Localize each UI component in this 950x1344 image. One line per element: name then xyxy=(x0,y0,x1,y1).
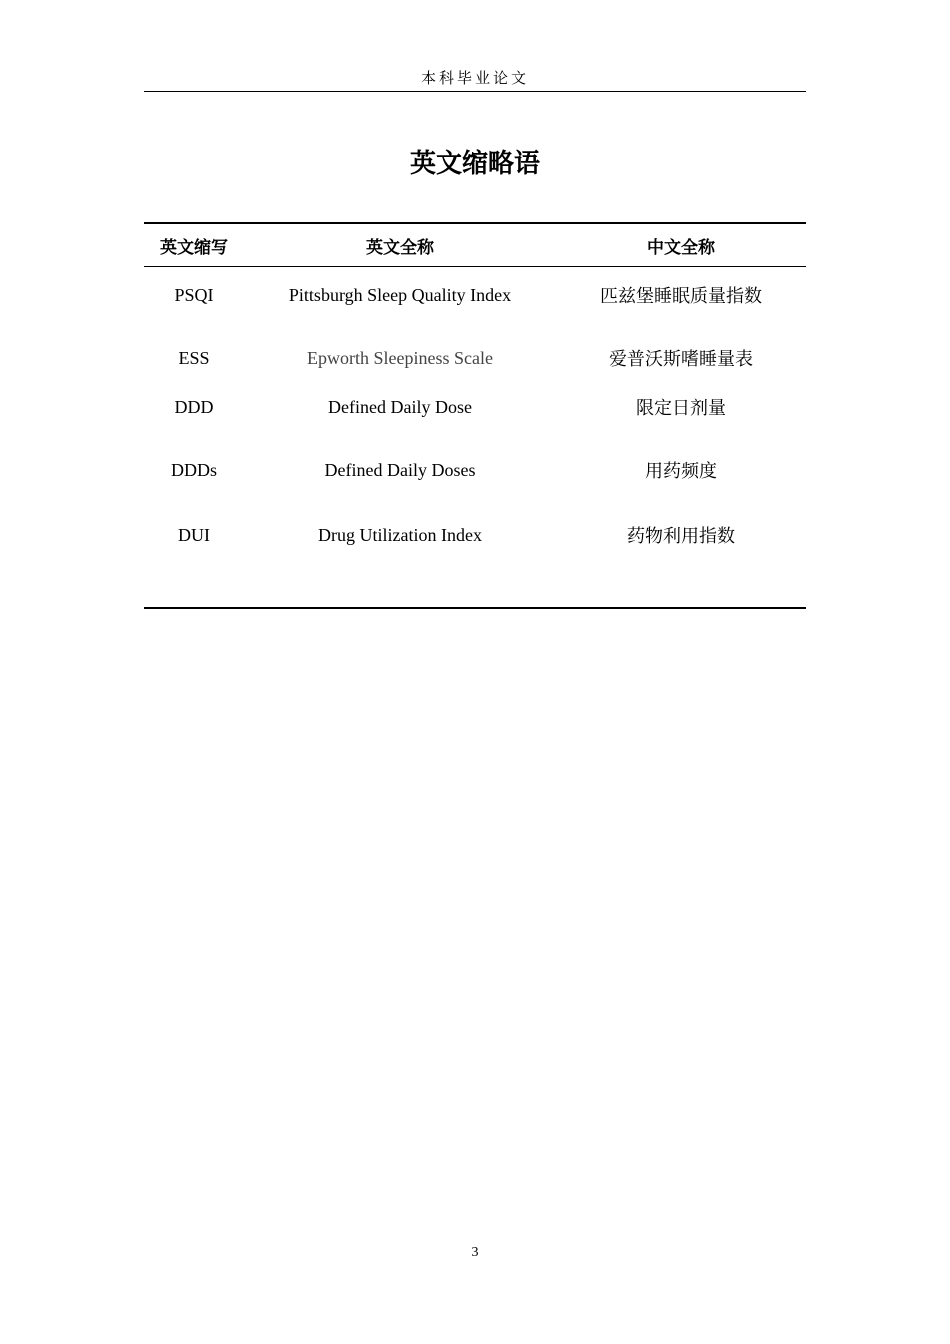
english-name-cell: Defined Daily Doses xyxy=(324,459,476,480)
chinese-name-cell: 限定日剂量 xyxy=(636,398,726,419)
header-english-full-name: 英文全称 xyxy=(244,223,556,267)
table-row xyxy=(144,393,806,421)
english-name-cell: Pittsburgh Sleep Quality Index xyxy=(288,284,512,305)
header-rule xyxy=(144,91,806,92)
abbreviation-cell: DUI xyxy=(178,524,210,545)
english-name-cell: Drug Utilization Index xyxy=(318,524,482,545)
page-title: 英文缩略语 xyxy=(409,149,540,179)
table-row xyxy=(144,519,806,551)
table-row xyxy=(144,421,806,519)
page-number: 3 xyxy=(471,1245,479,1260)
chinese-name-cell: 匹兹堡睡眠质量指数 xyxy=(600,286,762,307)
table-row xyxy=(144,323,806,393)
english-name-cell: Epworth Sleepiness Scale xyxy=(307,347,493,368)
abbreviation-table xyxy=(144,222,806,609)
abbreviation-cell: DDDs xyxy=(170,459,217,480)
table-bottom-spacer-row xyxy=(144,551,806,608)
spacer-cell xyxy=(244,551,556,608)
chinese-name-cell: 药物利用指数 xyxy=(627,526,735,547)
abbreviation-cell: PSQI xyxy=(174,284,214,305)
spacer-cell xyxy=(144,551,244,608)
abbreviation-cell: DDD xyxy=(174,396,214,417)
running-header: 本科毕业论文 xyxy=(420,69,529,87)
table-row xyxy=(144,267,806,324)
english-name-cell: Defined Daily Dose xyxy=(328,396,472,417)
header-abbreviation: 英文缩写 xyxy=(144,223,244,267)
abbreviation-cell: ESS xyxy=(178,347,210,368)
table-header-row xyxy=(144,223,806,267)
spacer-cell xyxy=(556,551,806,608)
chinese-name-cell: 用药频度 xyxy=(645,461,717,482)
chinese-name-cell: 爱普沃斯嗜睡量表 xyxy=(609,349,753,370)
header-chinese-full-name: 中文全称 xyxy=(556,223,806,267)
